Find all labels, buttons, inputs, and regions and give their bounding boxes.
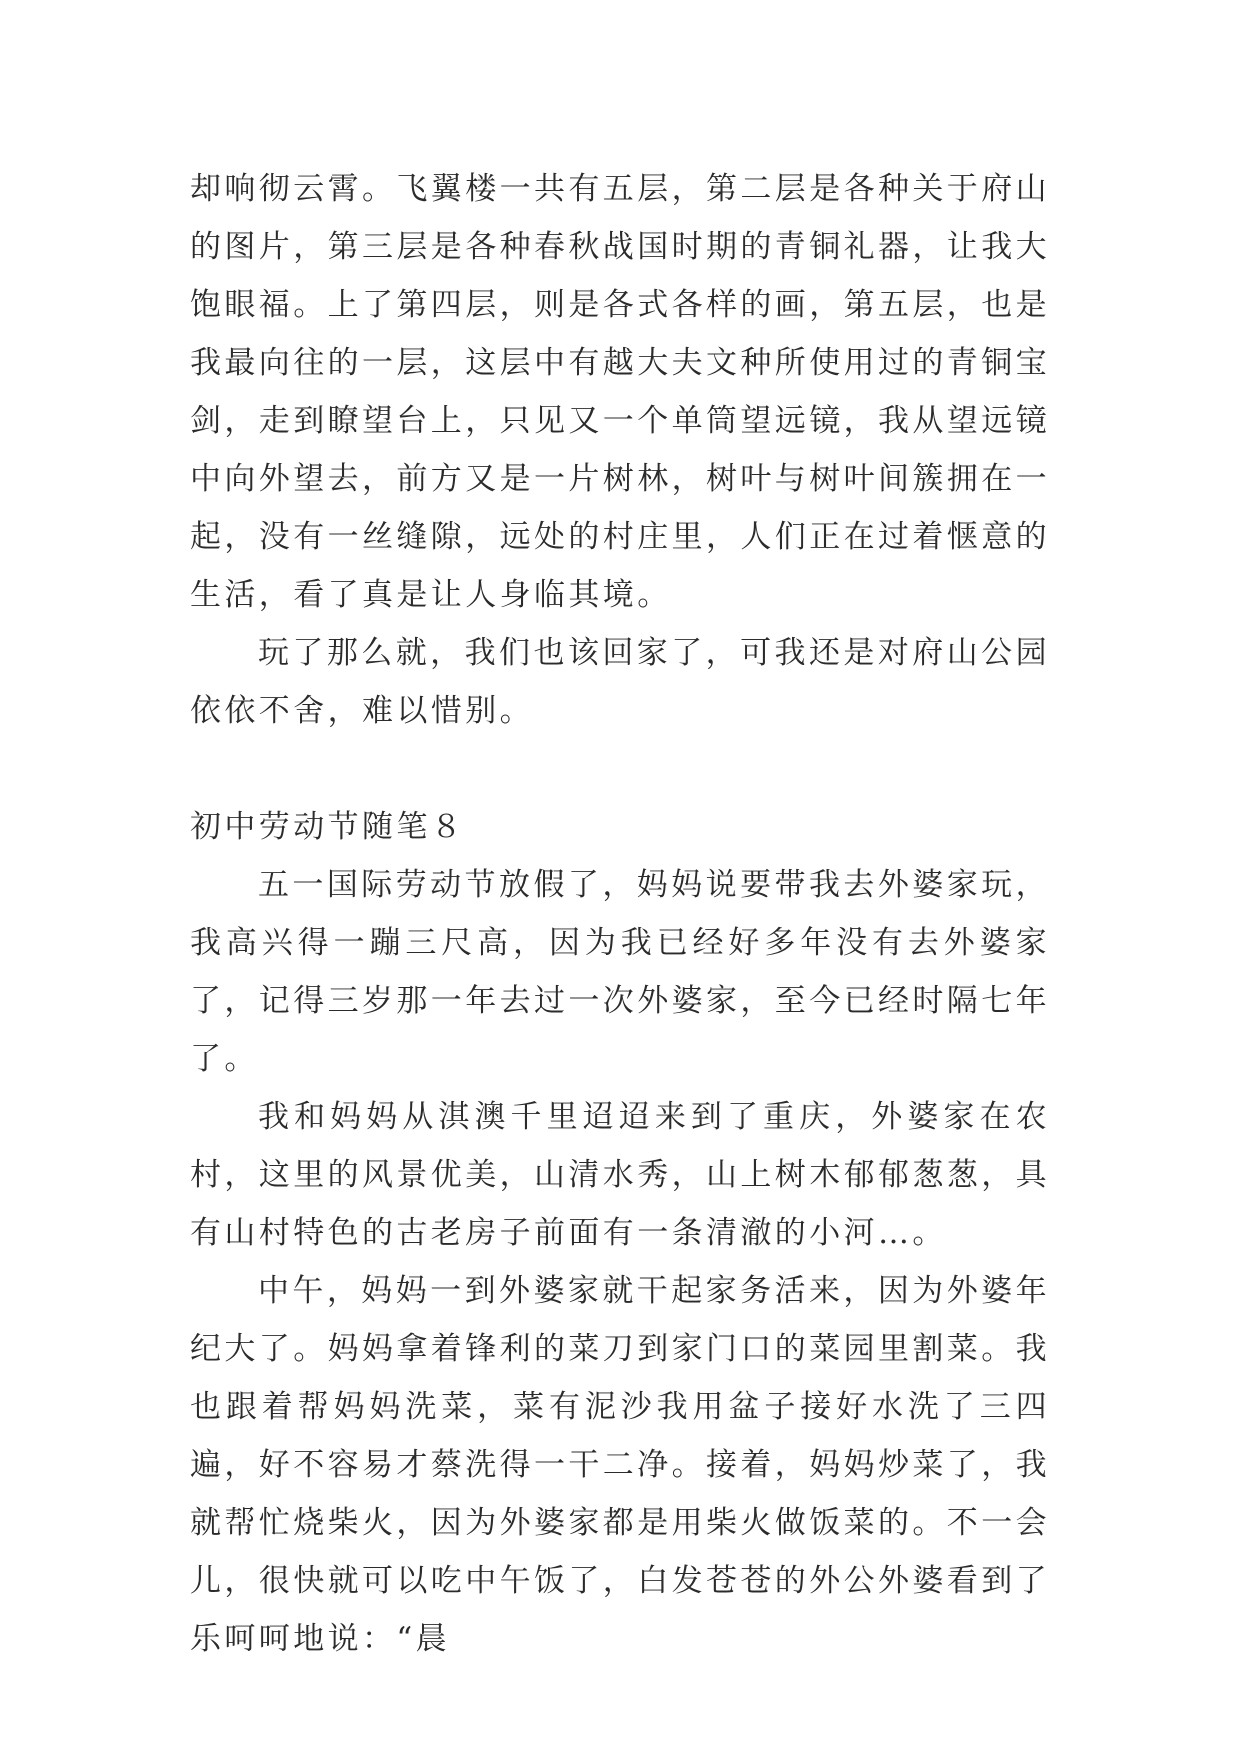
paragraph-noon: 中午，妈妈一到外婆家就干起家务活来，因为外婆年纪大了。妈妈拿着锋利的菜刀到家门口的菜园里割菜。我也跟着帮妈妈洗菜，菜有泥沙我用盆子接好水洗了三四遍，好不容易才蔡洗得一干二净。接着，妈妈炒菜了，我就帮忙烧柴火，因为外婆家都是用柴火做饭菜的。不一会儿，很快就可以吃中午饭了，白发苍苍的外公外婆看到了乐呵呵地说：“晨 (190, 1273, 1050, 1657)
paragraph-may-day: 五一国际劳动节放假了，妈妈说要带我去外婆家玩，我高兴得一蹦三尺高，因为我已经好多年没有去外婆家了，记得三岁那一年去过一次外婆家，至今已经时隔七年了。 (190, 867, 1050, 1077)
paragraph-going-home: 玩了那么就，我们也该回家了，可我还是对府山公园依依不舍，难以惜别。 (190, 635, 1050, 729)
paragraph-chongqing: 我和妈妈从淇澳千里迢迢来到了重庆，外婆家在农村，这里的风景优美，山清水秀，山上树木郁郁葱葱，具有山村特色的古老房子前面有一条清澈的小河…。 (190, 1099, 1050, 1251)
section-spacer (190, 740, 1050, 798)
article-body (190, 160, 1050, 1668)
paragraph-feiyi-tower: 却响彻云霄。飞翼楼一共有五层，第二层是各种关于府山的图片，第三层是各种春秋战国时期的青铜礼器，让我大饱眼福。上了第四层，则是各式各样的画，第五层，也是我最向往的一层，这层中有越大夫文种所使用过的青铜宝剑，走到瞭望台上，只见又一个单筒望远镜，我从望远镜中向外望去，前方又是一片树林，树叶与树叶间簇拥在一起，没有一丝缝隙，远处的村庄里，人们正在过着惬意的生活，看了真是让人身临其境。 (190, 171, 1050, 613)
section-title: 初中劳动节随笔８ (190, 809, 466, 845)
